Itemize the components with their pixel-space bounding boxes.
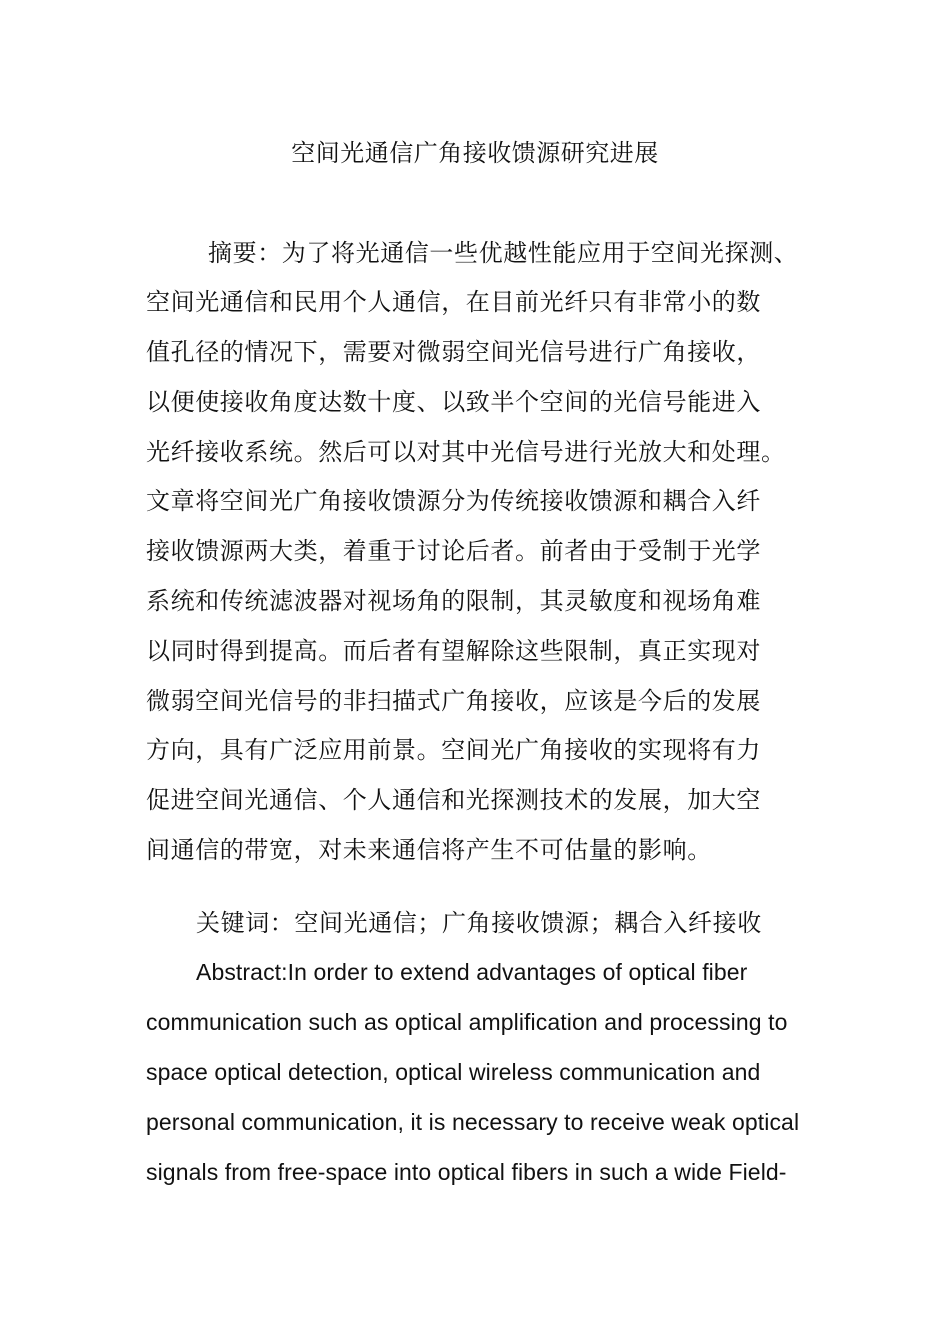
abstract-en-line: communication such as optical amplification and processing to xyxy=(146,1009,788,1035)
abstract-cn-line: 系统和传统滤波器对视场角的限制，其灵敏度和视场角难 xyxy=(146,587,761,615)
abstract-en-line: Abstract:In order to extend advantages of optical fiber xyxy=(196,959,748,985)
abstract-cn-line: 接收馈源两大类，着重于讨论后者。前者由于受制于光学 xyxy=(146,537,761,565)
abstract-en-line: space optical detection, optical wireless communication and xyxy=(146,1059,761,1085)
abstract-en-line: personal communication, it is necessary to receive weak optical xyxy=(146,1109,800,1135)
abstract-cn-line: 间通信的带宽，对未来通信将产生不可估量的影响。 xyxy=(146,836,712,864)
abstract-cn-line: 摘要：为了将光通信一些优越性能应用于空间光探测、 xyxy=(208,239,799,267)
abstract-cn-line: 以便使接收角度达数十度、以致半个空间的光信号能进入 xyxy=(146,388,761,416)
abstract-en-line: signals from free-space into optical fibers in such a wide Field- xyxy=(146,1159,787,1185)
abstract-cn-line: 文章将空间光广角接收馈源分为传统接收馈源和耦合入纤 xyxy=(146,487,761,515)
abstract-cn-line: 光纤接收系统。然后可以对其中光信号进行光放大和处理。 xyxy=(146,438,786,466)
abstract-cn-line: 促进空间光通信、个人通信和光探测技术的发展，加大空 xyxy=(146,786,761,814)
abstract-cn-line: 微弱空间光信号的非扫描式广角接收，应该是今后的发展 xyxy=(146,687,761,715)
abstract-cn-line: 以同时得到提高。而后者有望解除这些限制，真正实现对 xyxy=(146,637,761,665)
abstract-cn-line: 空间光通信和民用个人通信，在目前光纤只有非常小的数 xyxy=(146,288,761,316)
abstract-cn-line: 方向，具有广泛应用前景。空间光广角接收的实现将有力 xyxy=(146,736,761,764)
abstract-cn-line: 值孔径的情况下，需要对微弱空间光信号进行广角接收， xyxy=(146,338,761,366)
keywords-cn: 关键词：空间光通信；广角接收馈源；耦合入纤接收 xyxy=(196,909,762,937)
document-title: 空间光通信广角接收馈源研究进展 xyxy=(291,139,659,167)
